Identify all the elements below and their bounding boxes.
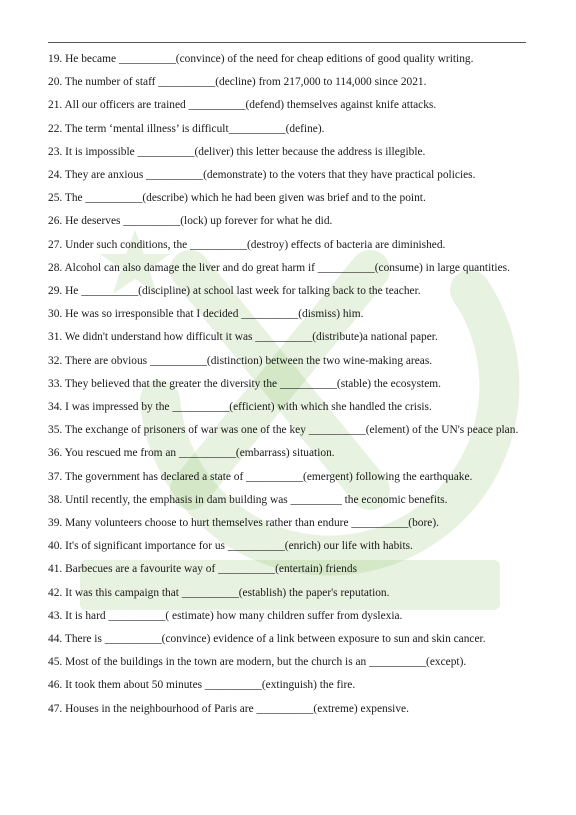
question-38: 38. Until recently, the emphasis in dam building was _________ the economic benefits. <box>48 493 448 506</box>
question-24: 24. They are anxious __________(demonstrate) to the voters that they have practical policies. <box>48 169 476 182</box>
question-43: 43. It is hard __________( estimate) how many children suffer from dyslexia. <box>48 609 403 622</box>
question-39: 39. Many volunteers choose to hurt themselves rather than endure __________(bore). <box>48 517 439 530</box>
question-41: 41. Barbecues are a favourite way of __________(entertain) friends <box>48 563 358 576</box>
question-47: 47. Houses in the neighbourhood of Paris are __________(extreme) expensive. <box>48 702 409 715</box>
question-21: 21. All our officers are trained __________(defend) themselves against knife attacks. <box>48 99 437 112</box>
question-29: 29. He __________(discipline) at school last week for talking back to the teacher. <box>48 285 421 298</box>
question-44: 44. There is __________(convince) evidence of a link between exposure to sun and skin cancer. <box>48 633 486 646</box>
question-30: 30. He was so irresponsible that I decided __________(dismiss) him. <box>48 308 364 321</box>
exercise-list <box>48 48 526 721</box>
question-20: 20. The number of staff __________(decline) from 217,000 to 114,000 since 2021. <box>48 76 427 89</box>
question-27: 27. Under such conditions, the __________(destroy) effects of bacteria are diminished. <box>48 238 446 251</box>
question-25: 25. The __________(describe) which he had been given was brief and to the point. <box>48 192 426 205</box>
header-rule <box>48 42 526 43</box>
question-46: 46. It took them about 50 minutes __________(extinguish) the fire. <box>48 679 356 692</box>
question-40: 40. It's of significant importance for us __________(enrich) our life with habits. <box>48 540 413 553</box>
question-37: 37. The government has declared a state of __________(emergent) following the earthquake. <box>48 470 473 483</box>
question-31: 31. We didn't understand how difficult it was __________(distribute)a national paper. <box>48 331 438 344</box>
question-19: 19. He became __________(convince) of the need for cheap editions of good quality writing. <box>48 53 474 65</box>
question-36: 36. You rescued me from an __________(embarrass) situation. <box>48 447 335 460</box>
question-22: 22. The term ‘mental illness’ is difficult__________(define). <box>48 122 325 135</box>
question-42: 42. It was this campaign that __________(establish) the paper's reputation. <box>48 586 390 599</box>
question-26: 26. He deserves __________(lock) up forever for what he did. <box>48 215 333 228</box>
question-45: 45. Most of the buildings in the town are modern, but the church is an __________(except). <box>48 656 467 669</box>
question-35: 35. The exchange of prisoners of war was one of the key __________(element) of the UN's peace plan. <box>48 424 519 437</box>
question-32: 32. There are obvious __________(distinction) between the two wine-making areas. <box>48 354 433 367</box>
question-28: 28. Alcohol can also damage the liver and do great harm if __________(consume) in large quantities. <box>48 261 510 274</box>
question-23: 23. It is impossible __________(deliver) this letter because the address is illegible. <box>48 145 426 158</box>
question-33: 33. They believed that the greater the diversity the __________(stable) the ecosystem. <box>48 377 441 390</box>
question-34: 34. I was impressed by the __________(efficient) with which she handled the crisis. <box>48 401 432 414</box>
